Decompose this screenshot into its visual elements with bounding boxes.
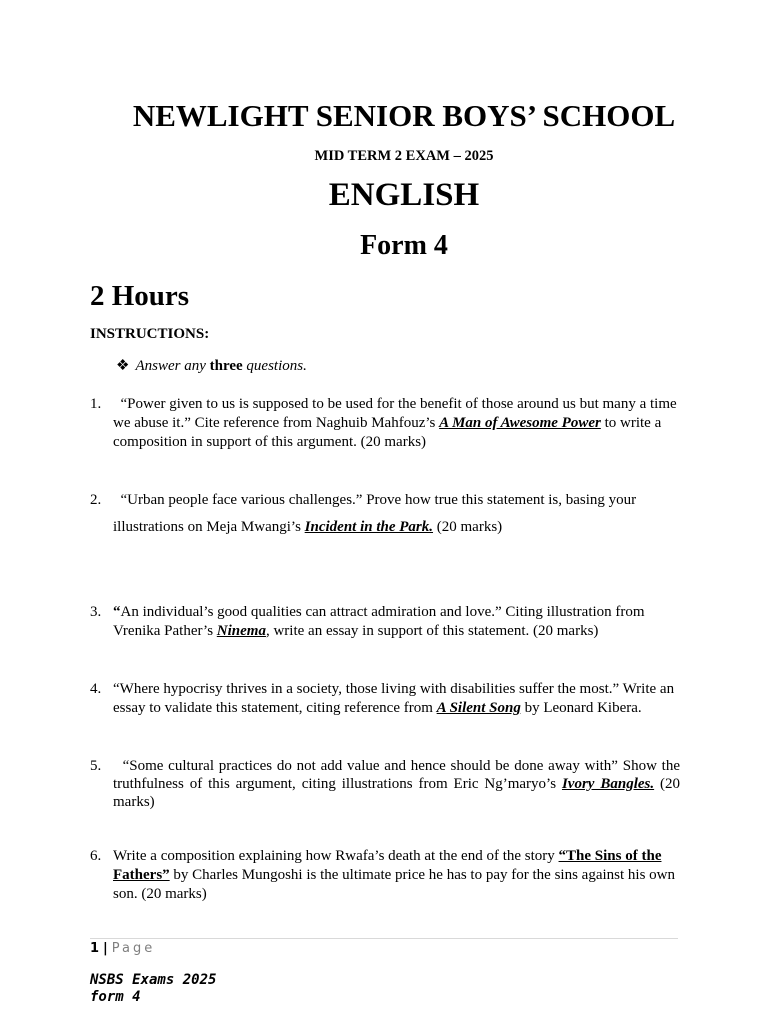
page-number-value: 1	[90, 941, 100, 956]
question-text: “Urban people face various challenges.” Prove how true this statement is, basing your illustrations on Meja Mwangi’s	[113, 492, 640, 535]
footer-line-1: NSBS Exams 2025	[90, 972, 217, 988]
book-title: A Silent Song	[436, 700, 521, 716]
form-level: Form 4	[360, 230, 448, 261]
instruction-text-post: questions.	[242, 358, 307, 374]
footer-text	[90, 972, 216, 1006]
instructions-heading: INSTRUCTIONS:	[90, 326, 210, 342]
question-1	[90, 395, 680, 452]
question-number: 1.	[90, 396, 102, 412]
question-number: 2.	[90, 492, 102, 508]
subject-title: ENGLISH	[328, 177, 480, 213]
question-text-end: (20 marks)	[433, 519, 503, 535]
question-4	[90, 680, 680, 718]
question-text: “Some cultural practices do not add value and hence should be done away with” Show the truthfulness of this argument, citing illustrations from Eric Ng’maryo’s	[113, 758, 684, 792]
question-text-end: , write an essay in support of this statement. (20 marks)	[265, 623, 599, 639]
question-text-end: by Charles Mungoshi is the ultimate price he has to pay for the sins against his own son. (20 marks)	[113, 867, 675, 902]
question-2	[90, 491, 680, 541]
question-number: 5.	[90, 758, 102, 774]
question-5	[90, 757, 684, 811]
question-number: 4.	[90, 681, 102, 697]
page-number	[90, 941, 155, 956]
page-separator: |	[103, 941, 108, 956]
story-title: “The Sins of the Fathers”	[113, 848, 662, 883]
question-text: “Where hypocrisy thrives in a society, those living with disabilities suffer the most.” Write an essay to validate this statement, citing reference from	[113, 681, 675, 716]
instruction-text-bold: three	[209, 358, 243, 374]
question-6	[90, 847, 680, 904]
instruction-item	[116, 356, 307, 375]
question-3	[90, 603, 680, 641]
book-title: Incident in the Park.	[304, 519, 434, 535]
book-title: Ninema	[216, 623, 266, 639]
question-text: An individual’s good qualities can attract admiration and love.” Citing illustration from Vrenika Pather’s	[113, 604, 645, 639]
question-number: 3.	[90, 604, 102, 620]
question-text-end: to write a composition in support of this argument. (20 marks)	[113, 415, 662, 450]
question-number: 6.	[90, 848, 102, 864]
exam-duration: 2 Hours	[90, 280, 190, 312]
diamond-bullet-icon: ❖	[116, 358, 130, 374]
footer-line-2: form 4	[90, 989, 141, 1005]
opening-quote: “	[113, 604, 121, 620]
question-text: Write a composition explaining how Rwafa’s death at the end of the story	[113, 848, 559, 864]
question-text-end: (20 marks)	[113, 776, 681, 810]
book-title: A Man of Awesome Power	[439, 415, 601, 431]
exam-title: MID TERM 2 EXAM – 2025	[314, 148, 494, 164]
school-name: NEWLIGHT SENIOR BOYS’ SCHOOL	[132, 98, 676, 133]
instruction-text-pre: Answer any	[135, 358, 210, 374]
question-text-end: by Leonard Kibera.	[520, 700, 642, 716]
book-title: Ivory Bangles.	[561, 776, 655, 792]
question-text: “Power given to us is supposed to be used for the benefit of those around us but many a time we abuse it.” Cite reference from Naghuib Mahfouz’s	[113, 396, 681, 431]
footer-divider	[90, 938, 678, 939]
page-label: Page	[111, 941, 156, 956]
